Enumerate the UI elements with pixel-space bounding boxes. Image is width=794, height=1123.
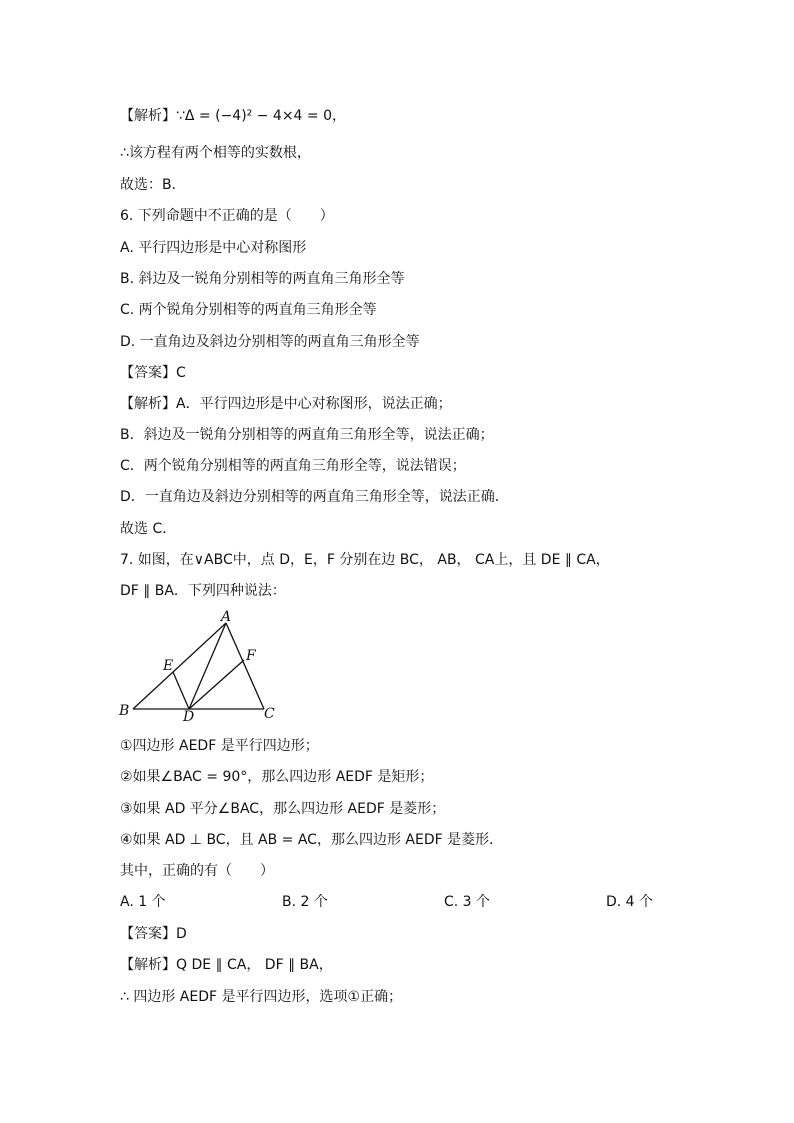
q6-option-d: D. 一直角边及斜边分别相等的两直角三角形全等 xyxy=(120,334,420,350)
q6-option-b: B. 斜边及一锐角分别相等的两直角三角形全等 xyxy=(120,271,405,287)
segment-ac xyxy=(226,623,264,709)
question-7: 7. 如图，在∨ABC中，点 D，E，F 分别在边 BC， AB， CA上，且 DE ∥ CA， xyxy=(120,552,610,568)
q7-option-b: B. 2 个 xyxy=(282,894,328,910)
label-d: D xyxy=(183,709,195,723)
question-7-cont: DF ∥ BA．下列四种说法： xyxy=(120,583,286,599)
segment-de xyxy=(173,672,189,709)
statement-2: ②如果∠BAC = 90°，那么四边形 AEDF 是矩形； xyxy=(120,769,434,785)
q7-analysis-cont: ∴ 四边形 AEDF 是平行四边形，选项①正确； xyxy=(120,989,403,1005)
segment-ad xyxy=(189,623,226,709)
analysis-q5: 【解析】∵Δ = (−4)² − 4×4 = 0， xyxy=(120,108,347,124)
q6-analysis-b: B．斜边及一锐角分别相等的两直角三角形全等，说法正确； xyxy=(120,427,494,443)
label-a: A xyxy=(221,609,232,625)
question-6: 6. 下列命题中不正确的是（ ） xyxy=(120,208,334,224)
q7-option-d: D. 4 个 xyxy=(606,894,654,910)
q7-option-a: A. 1 个 xyxy=(120,894,166,910)
segment-df xyxy=(189,660,244,709)
q6-choice: 故选 C． xyxy=(120,521,177,537)
label-c: C xyxy=(264,706,275,722)
label-f: F xyxy=(246,648,256,664)
q6-analysis-d: D．一直角边及斜边分别相等的两直角三角形全等，说法正确． xyxy=(120,489,509,505)
label-e: E xyxy=(163,658,174,674)
statement-1: ①四边形 AEDF 是平行四边形； xyxy=(120,738,319,754)
figure-lines xyxy=(133,623,264,709)
q7-option-c: C. 3 个 xyxy=(444,894,491,910)
statement-4: ④如果 AD ⊥ BC，且 AB = AC，那么四边形 AEDF 是菱形． xyxy=(120,832,504,848)
q7-answer: 【答案】D xyxy=(120,926,187,942)
q6-answer: 【答案】C xyxy=(120,365,186,381)
question-7-prompt: 其中，正确的有（ ） xyxy=(120,863,274,879)
answer-q5: 故选：B． xyxy=(120,177,186,193)
q6-analysis-c: C．两个锐角分别相等的两直角三角形全等，说法错误； xyxy=(120,458,466,474)
segment-ab xyxy=(133,623,226,709)
q7-analysis: 【解析】Q DE ∥ CA， DF ∥ BA， xyxy=(120,957,333,973)
label-b: B xyxy=(119,703,130,719)
q6-option-c: C. 两个锐角分别相等的两直角三角形全等 xyxy=(120,302,377,318)
q6-analysis-a: 【解析】A．平行四边形是中心对称图形，说法正确； xyxy=(120,396,452,412)
statement-3: ③如果 AD 平分∠BAC，那么四边形 AEDF 是菱形； xyxy=(120,801,446,817)
triangle-figure xyxy=(115,608,285,723)
q6-option-a: A. 平行四边形是中心对称图形 xyxy=(120,240,307,256)
analysis-q5-conclusion: ∴该方程有两个相等的实数根， xyxy=(120,145,311,161)
